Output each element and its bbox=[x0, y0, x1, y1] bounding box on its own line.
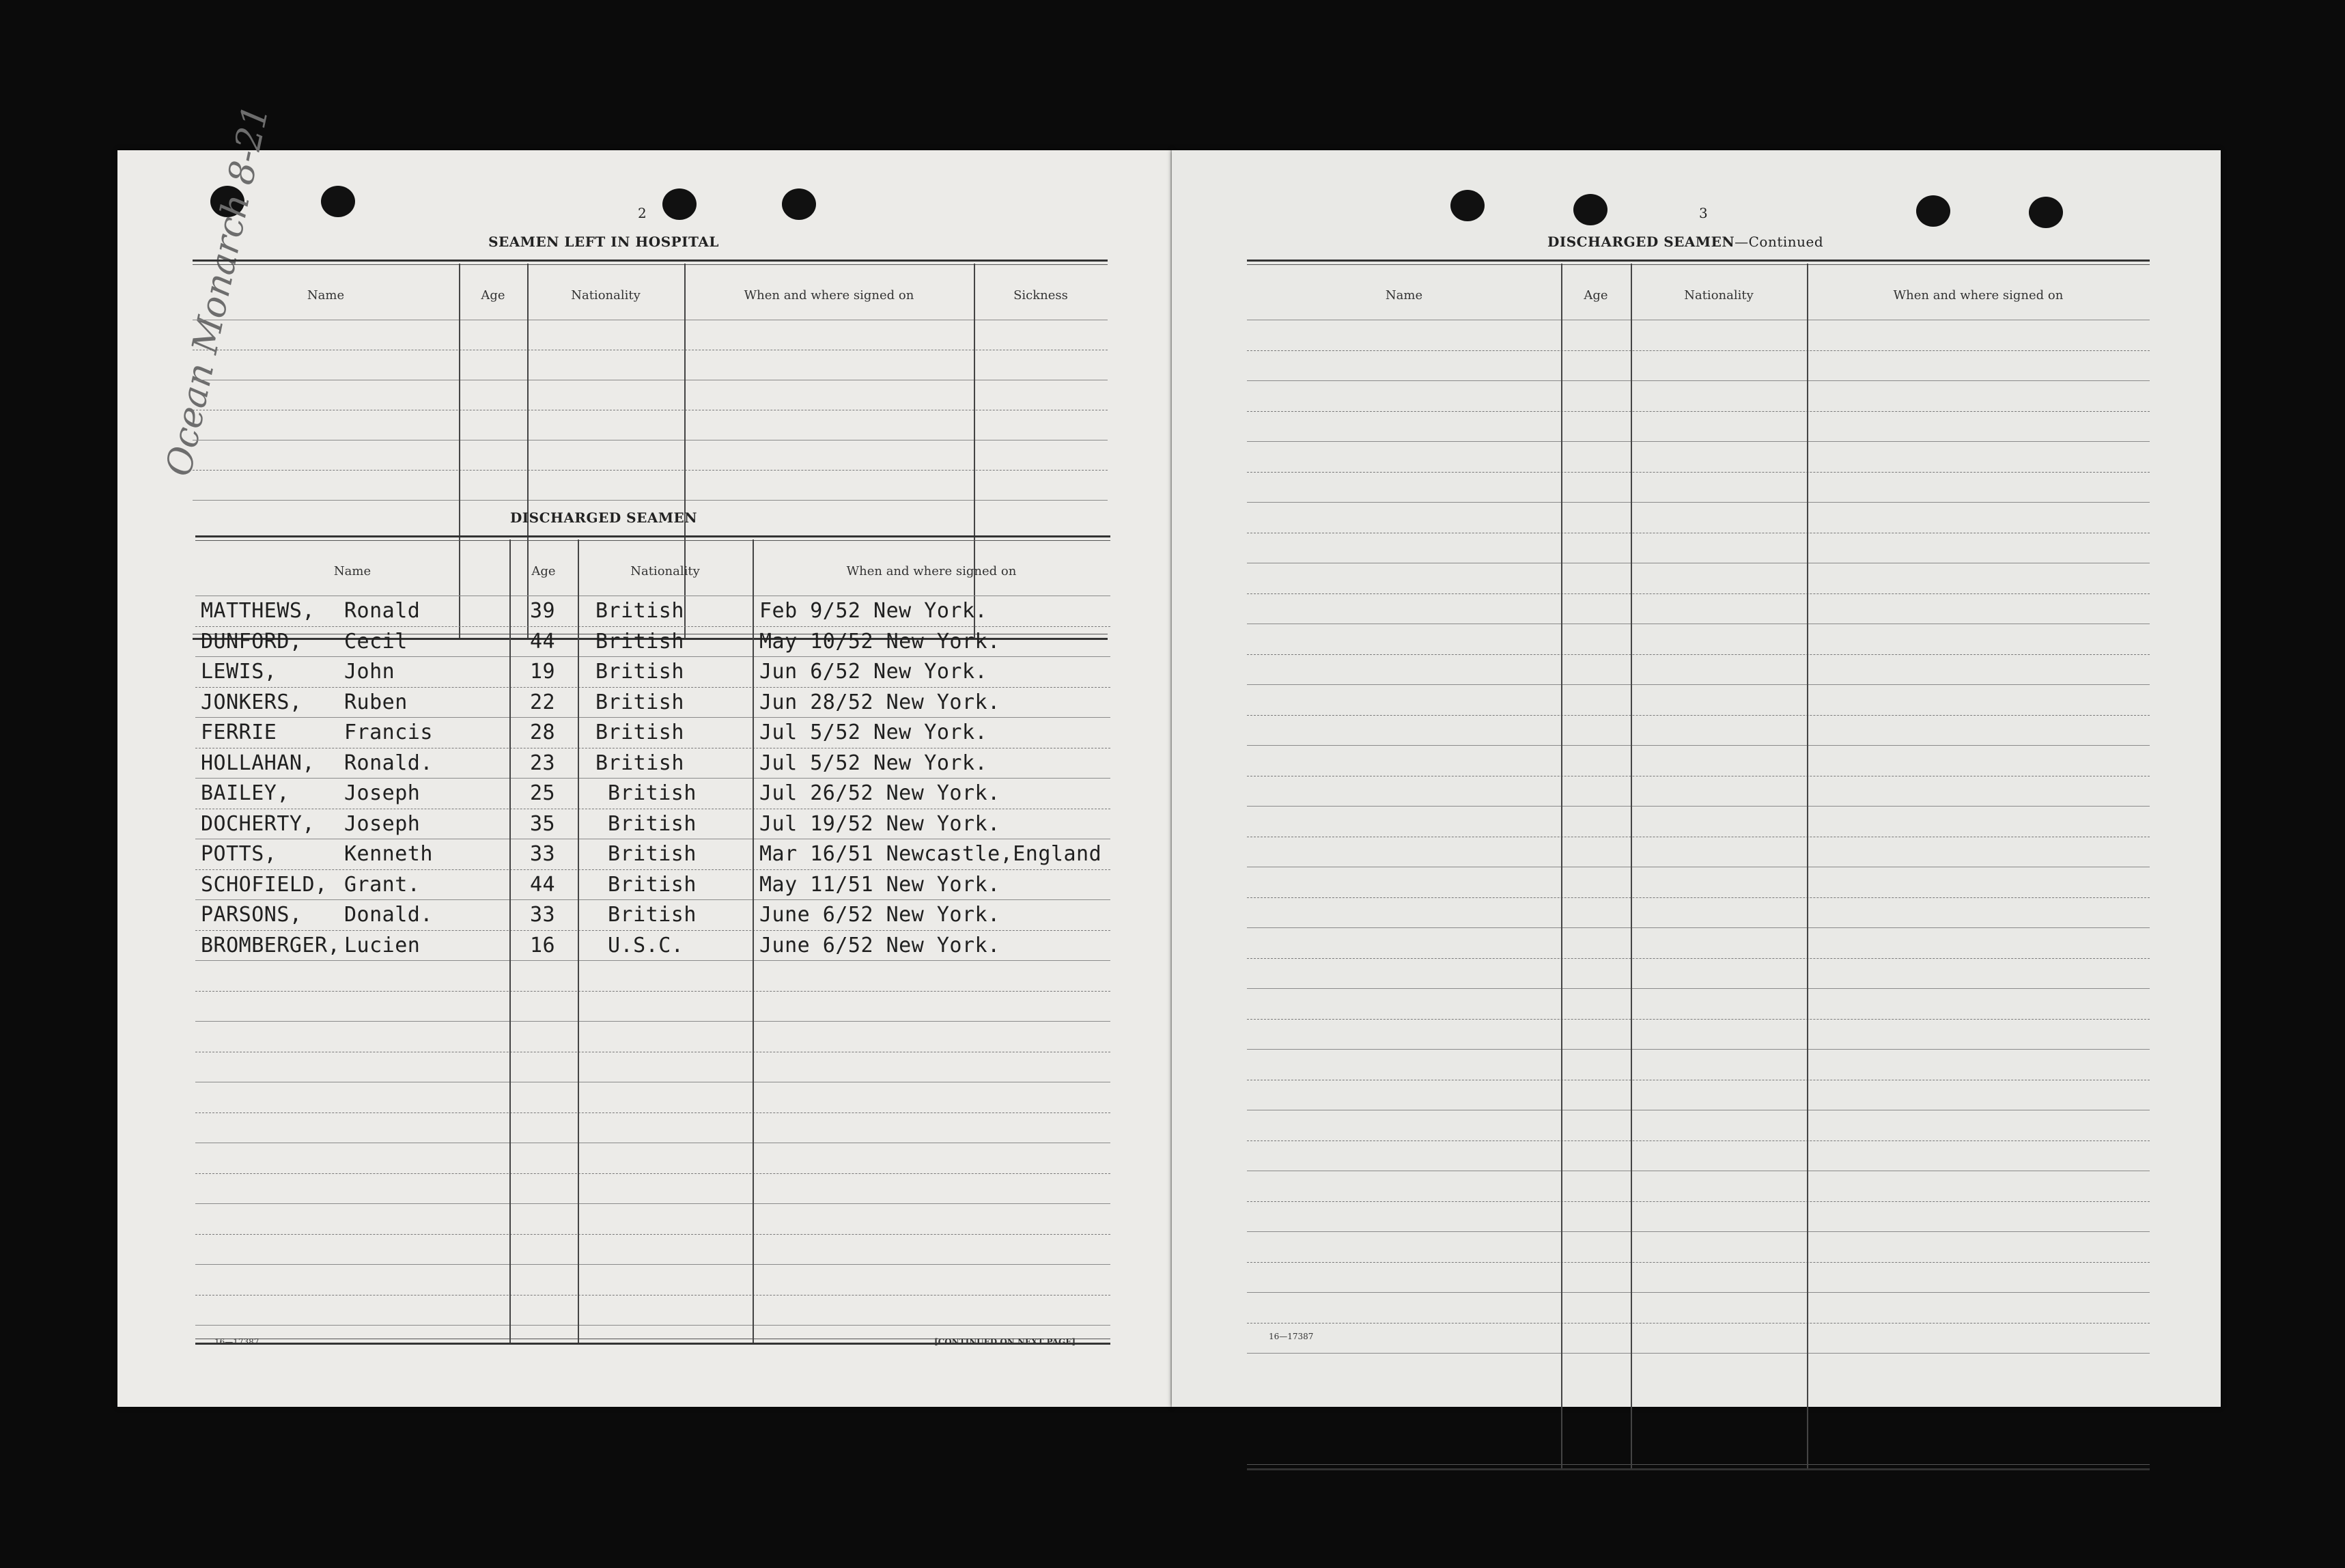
discharged-surname: BAILEY, bbox=[201, 781, 290, 805]
punch-hole bbox=[2029, 197, 2063, 228]
ruled-line bbox=[1247, 745, 2150, 746]
ruled-line bbox=[1247, 897, 2150, 898]
discharged-age: 44 bbox=[530, 872, 556, 897]
column-divider bbox=[509, 540, 511, 1343]
discharged-nationality: British bbox=[595, 629, 684, 654]
discharged-given: Donald. bbox=[344, 903, 433, 927]
discharged-nationality: U.S.C. bbox=[608, 933, 684, 957]
discharged-signed_on: Jul 26/52 New York. bbox=[759, 781, 1000, 805]
ruled-line bbox=[195, 717, 1110, 718]
discharged-signed_on: June 6/52 New York. bbox=[759, 903, 1000, 927]
ruled-line bbox=[1247, 1049, 2150, 1050]
discharged-age: 33 bbox=[530, 903, 556, 927]
ruled-line bbox=[1247, 502, 2150, 503]
ruled-line bbox=[1247, 927, 2150, 928]
column-divider bbox=[1807, 264, 1808, 1468]
ruled-line bbox=[195, 991, 1110, 992]
discharged-signed_on: Jun 28/52 New York. bbox=[759, 690, 1000, 714]
discharged-given: Ronald bbox=[344, 599, 421, 623]
discharged-age: 22 bbox=[530, 690, 556, 714]
ruled-line bbox=[1247, 988, 2150, 989]
column-divider bbox=[753, 540, 754, 1343]
ruled-line bbox=[195, 1325, 1110, 1326]
ruled-line bbox=[195, 960, 1110, 961]
discharged-given: Joseph bbox=[344, 811, 421, 836]
ruled-line bbox=[1247, 1262, 2150, 1263]
ruled-line bbox=[195, 930, 1110, 931]
discharged-nationality: British bbox=[608, 842, 697, 866]
continued-table bbox=[1247, 260, 2150, 1475]
column-divider bbox=[1631, 264, 1632, 1468]
discharged-nationality: British bbox=[608, 811, 697, 836]
ruled-line bbox=[195, 1234, 1110, 1235]
continued-header-nationality: Nationality bbox=[1684, 288, 1754, 303]
ruled-line bbox=[1247, 1292, 2150, 1293]
ruled-line bbox=[1247, 441, 2150, 442]
discharged-given: Lucien bbox=[344, 933, 421, 957]
discharged-age: 19 bbox=[530, 660, 556, 684]
discharged-nationality: British bbox=[595, 720, 684, 744]
punch-hole bbox=[782, 188, 816, 220]
continued-header-signed-on: When and where signed on bbox=[1893, 288, 2064, 303]
discharged-signed_on: Jun 6/52 New York. bbox=[759, 660, 988, 684]
discharged-given: Kenneth bbox=[344, 842, 433, 866]
discharged-age: 33 bbox=[530, 842, 556, 866]
right-section-title-suffix: —Continued bbox=[1735, 234, 1824, 250]
ruled-line bbox=[195, 1203, 1110, 1204]
punch-hole bbox=[321, 186, 355, 217]
ruled-line bbox=[1247, 593, 2150, 594]
table-bottom-rule bbox=[1247, 1468, 2150, 1470]
punch-hole bbox=[1916, 195, 1950, 227]
discharged-age: 39 bbox=[530, 599, 556, 623]
ruled-line bbox=[195, 687, 1110, 688]
discharged-signed_on: Mar 16/51 Newcastle,England bbox=[759, 842, 1102, 866]
ruled-line bbox=[1247, 1019, 2150, 1020]
discharged-signed_on: May 11/51 New York. bbox=[759, 872, 1000, 897]
discharged-signed_on: May 10/52 New York. bbox=[759, 629, 1000, 654]
discharged-given: Cecil bbox=[344, 629, 408, 654]
ruled-line bbox=[1247, 715, 2150, 716]
ruled-line bbox=[195, 1264, 1110, 1265]
ruled-line bbox=[195, 1021, 1110, 1022]
discharged-surname: POTTS, bbox=[201, 842, 277, 866]
ruled-line bbox=[1247, 958, 2150, 959]
discharged-header-signed-on: When and where signed on bbox=[846, 564, 1017, 578]
ruled-line bbox=[1247, 684, 2150, 685]
discharged-nationality: British bbox=[595, 690, 684, 714]
handwritten-margin-note: Ocean Monarch 8-21 bbox=[158, 101, 277, 480]
ruled-line bbox=[1247, 654, 2150, 655]
discharged-nationality: British bbox=[608, 872, 697, 897]
discharged-surname: LEWIS, bbox=[201, 660, 277, 684]
ruled-line bbox=[195, 1173, 1110, 1174]
hospital-header-name: Name bbox=[307, 288, 345, 303]
ruled-line bbox=[1247, 1140, 2150, 1141]
form-number: 16—17387 bbox=[214, 1337, 259, 1347]
discharged-signed_on: Jul 5/52 New York. bbox=[759, 751, 988, 775]
discharged-section-title: DISCHARGED SEAMEN bbox=[509, 509, 698, 526]
ruled-line bbox=[1247, 1323, 2150, 1324]
ruled-line bbox=[195, 1295, 1110, 1296]
hospital-section-title: SEAMEN LEFT IN HOSPITAL bbox=[488, 234, 719, 250]
ruled-line bbox=[1247, 380, 2150, 381]
discharged-given: Joseph bbox=[344, 781, 421, 805]
ruled-line bbox=[1247, 350, 2150, 351]
page-number: 3 bbox=[1699, 205, 1708, 221]
discharged-header-age: Age bbox=[531, 564, 556, 578]
discharged-signed_on: Feb 9/52 New York. bbox=[759, 599, 988, 623]
hospital-header-nationality: Nationality bbox=[571, 288, 641, 303]
continued-note: [CONTINUED ON NEXT PAGE] bbox=[934, 1337, 1076, 1347]
ruled-line bbox=[1247, 472, 2150, 473]
page-number: 2 bbox=[638, 205, 647, 221]
discharged-surname: SCHOFIELD, bbox=[201, 872, 328, 897]
discharged-nationality: British bbox=[595, 751, 684, 775]
discharged-age: 23 bbox=[530, 751, 556, 775]
discharged-surname: MATTHEWS, bbox=[201, 599, 315, 623]
discharged-age: 35 bbox=[530, 811, 556, 836]
ruled-line bbox=[193, 470, 1108, 471]
table-bottom-rule bbox=[1247, 1464, 2150, 1465]
ruled-line bbox=[1247, 1353, 2150, 1354]
ruled-line bbox=[195, 869, 1110, 870]
discharged-table bbox=[195, 535, 1110, 1355]
ruled-line bbox=[1247, 1201, 2150, 1202]
hospital-header-age: Age bbox=[481, 288, 505, 303]
discharged-given: Francis bbox=[344, 720, 433, 744]
discharged-given: Ruben bbox=[344, 690, 408, 714]
ruled-line bbox=[195, 656, 1110, 657]
discharged-surname: JONKERS, bbox=[201, 690, 303, 714]
ruled-line bbox=[195, 626, 1110, 627]
discharged-given: John bbox=[344, 660, 395, 684]
hospital-header-signed-on: When and where signed on bbox=[744, 288, 914, 303]
ruled-line bbox=[1247, 1231, 2150, 1232]
punch-hole bbox=[1573, 194, 1607, 225]
punch-hole bbox=[1450, 190, 1485, 221]
discharged-surname: BROMBERGER, bbox=[201, 933, 341, 957]
right-section-title bbox=[1547, 234, 1823, 250]
ruled-line bbox=[195, 899, 1110, 900]
right-section-title-text: DISCHARGED SEAMEN bbox=[1547, 234, 1735, 250]
discharged-nationality: British bbox=[608, 781, 697, 805]
column-divider bbox=[578, 540, 579, 1343]
left-page bbox=[117, 101, 1172, 1407]
hospital-header-sickness: Sickness bbox=[1013, 288, 1068, 303]
ruled-line bbox=[193, 500, 1108, 501]
discharged-nationality: British bbox=[595, 660, 684, 684]
punch-hole bbox=[662, 188, 697, 220]
column-divider bbox=[1561, 264, 1562, 1468]
discharged-surname: FERRIE bbox=[201, 720, 277, 744]
discharged-surname: DOCHERTY, bbox=[201, 811, 315, 836]
discharged-nationality: British bbox=[608, 903, 697, 927]
discharged-age: 44 bbox=[530, 629, 556, 654]
discharged-given: Ronald. bbox=[344, 751, 433, 775]
ruled-line bbox=[195, 778, 1110, 779]
discharged-signed_on: June 6/52 New York. bbox=[759, 933, 1000, 957]
discharged-nationality: British bbox=[595, 599, 684, 623]
continued-header-age: Age bbox=[1584, 288, 1608, 303]
form-number: 16—17387 bbox=[1269, 1332, 1314, 1341]
discharged-header-nationality: Nationality bbox=[630, 564, 700, 578]
discharged-header-name: Name bbox=[333, 564, 371, 578]
continued-header-name: Name bbox=[1385, 288, 1423, 303]
right-page bbox=[1172, 150, 2221, 1407]
discharged-signed_on: Jul 19/52 New York. bbox=[759, 811, 1000, 836]
ruled-line bbox=[1247, 411, 2150, 412]
discharged-surname: DUNFORD, bbox=[201, 629, 303, 654]
discharged-signed_on: Jul 5/52 New York. bbox=[759, 720, 988, 744]
discharged-surname: PARSONS, bbox=[201, 903, 303, 927]
discharged-given: Grant. bbox=[344, 872, 421, 897]
discharged-age: 25 bbox=[530, 781, 556, 805]
discharged-age: 16 bbox=[530, 933, 556, 957]
discharged-age: 28 bbox=[530, 720, 556, 744]
ruled-line bbox=[1247, 806, 2150, 807]
ruled-line bbox=[195, 1112, 1110, 1113]
discharged-surname: HOLLAHAN, bbox=[201, 751, 315, 775]
